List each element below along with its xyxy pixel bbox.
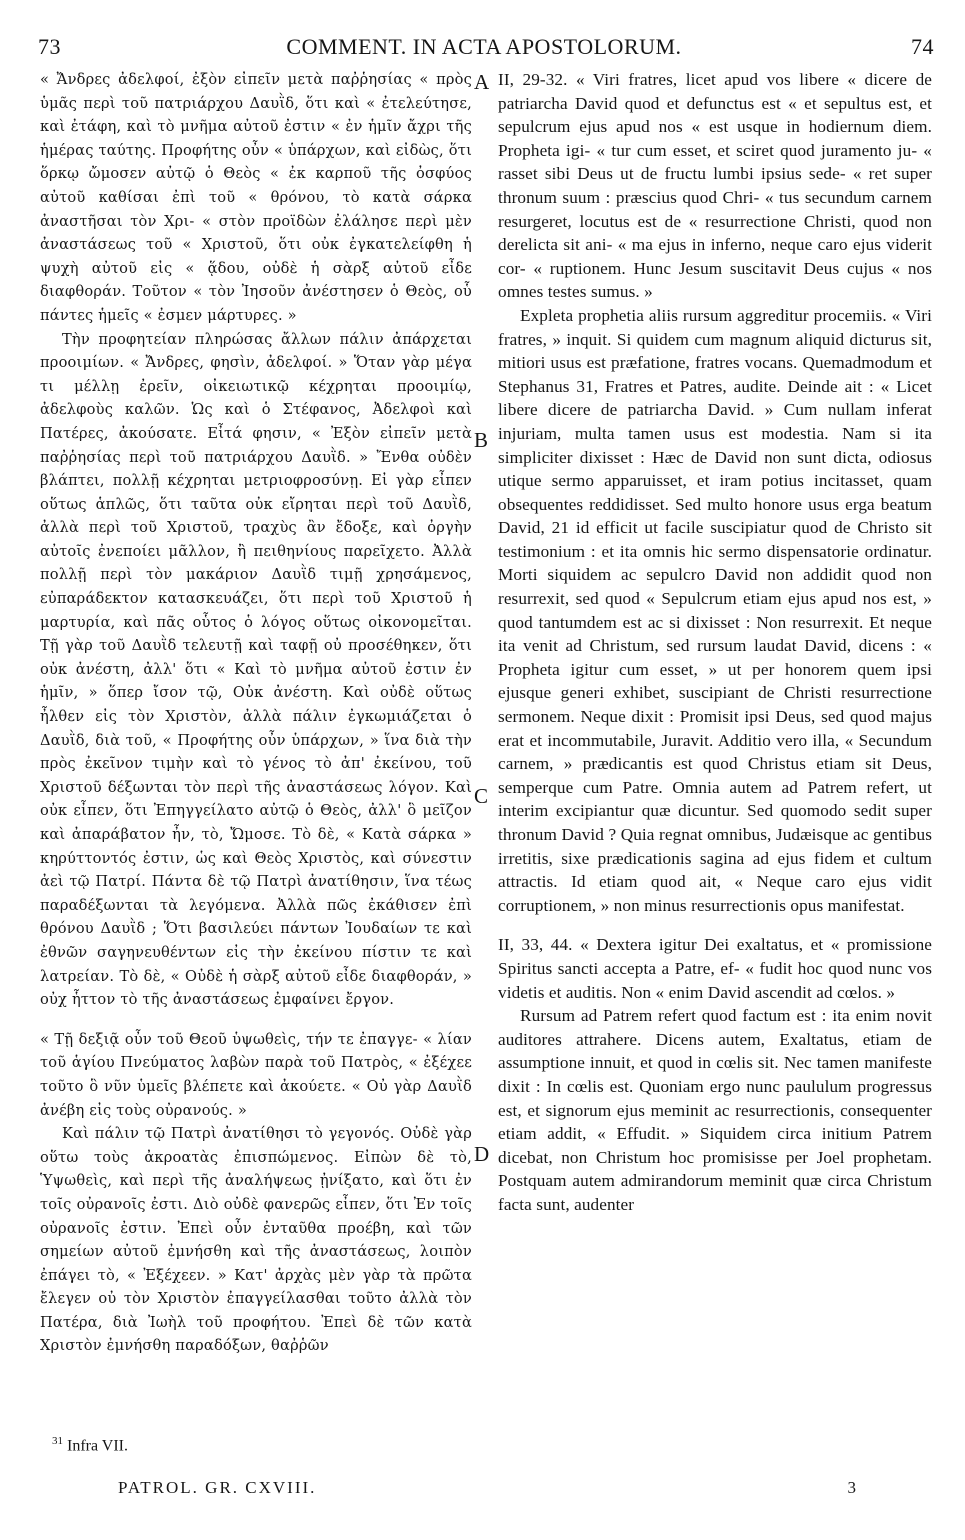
section-marker-c: C	[474, 784, 489, 808]
greek-commentary: Τὴν προφητείαν πληρώσας ἄλλων πάλιν ἀπάρχεται προοιμίων. « Ἄνδρες, φησὶν, ἀδελφοί. » Ὅταν γὰρ μέγα τι μέλλῃ ἐρεῖν, οἰκειωτικῷ κέχρηται προοιμίῳ, ἀδελφοὺς καλῶν. Ὡς καὶ ὁ Στέφανος, Ἀδελφοὶ καὶ Πατέρες, ἀκούσατε. Εἶτά φησιν, « Ἐξὸν εἰπεῖν μετὰ παῤῥησίας περὶ τοῦ πατριάρχου Δαυῒδ. » Ἔνθα οὐδὲν βλάπτει, πολλῇ κέχρηται μετριοφροσύνῃ. Εἰ γὰρ εἶπεν οὕτως ἁπλῶς, ὅτι ταῦτα οὐκ εἴρηται περὶ τοῦ Δαυῒδ, ἀλλὰ περὶ τοῦ Χριστοῦ, τραχὺς ἂν ἔδοξε, καὶ ὀργὴν αὐτοῖς ἐνεποίει μᾶλλον, ἢ πειθηνίους παρεῖχετο. Ἀλλὰ πολλῇ περὶ τὸν μακάριον Δαυῒδ τιμῇ χρησάμενος, εὐπαράδεκτον κατασκευάζει, ὅτι περὶ τοῦ Χριστοῦ ἡ μαρτυρία, καὶ πᾶς οὗτος ὁ λόγος οὕτως οἰκονομεῖται. Τῇ γὰρ τοῦ Δαυῒδ τελευτῇ καὶ ταφῇ οὐ προσέθηκεν, ὅτι οὐκ ἀνέστη, ἀλλ' ὅτι « Καὶ τὸ μνῆμα αὐτοῦ ἐστιν ἐν ἡμῖν, » ὅπερ ἴσον τῷ, Οὐκ ἀνέστη. Καὶ οὐδὲ οὕτως ἦλθεν εἰς τὸν Χριστὸν, ἀλλὰ πάλιν ἐγκωμιάζεται ὁ Δαυῒδ, διὰ τοῦ, « Προφήτης οὖν ὑπάρχων, » ἵνα διὰ τὴν πρὸς ἐκεῖνον τιμὴν καὶ τὸ γένος τὸ ἀπ' ἐκείνου, τοῦ Χριστοῦ δέξωνται τὸν περὶ τῆς ἀναστάσεως λόγον. Καὶ οὐκ εἶπεν, ὅτι Ἐπηγγείλατο αὐτῷ ὁ Θεὸς, ἀλλ' ὃ μεῖζον καὶ ἀπαράβατον ἦν, τὸ, Ὤμοσε. Τὸ δὲ, « Κατὰ σάρκα » κηρύττοντός ἐστιν, ὡς καὶ Θεὸς Χριστὸς, καὶ σύνεστιν ἀεὶ τῷ Πατρί. Πάντα δὲ τῷ Πατρὶ ἀνατίθησιν, ἵνα τέως παραδέξωνται τὰ λεγόμενα. Ἀλλὰ πῶς ἐκάθισεν ἐπὶ θρόνου Δαυῒδ ; Ὅτι βασιλεύει πάντων Ἰουδαίων τε καὶ ἐθνῶν σαγηνευθέντων εἰς τὴν ἐκείνου πίστιν τε καὶ λατρείαν. Τὸ δὲ, « Οὐδὲ ἡ σὰρξ αὐτοῦ εἶδε διαφθοράν, » οὐχ ἧττον τὸ τῆς ἀναστάσεως ἐμφαίνει ἔργον.	[40, 330, 472, 1009]
page-number-left: 73	[38, 34, 61, 59]
sheet-number: 3	[847, 1478, 858, 1497]
latin-lemma-quote: II, 29-32. « Viri fratres, licet apud vos libere « dicere de patriarcha David quod et defunctus est « et sepultus est, et sepulcrum ejus apud nos « est usque in hodiernum diem. Propheta igi- « tur cum esset, et sciret quod juramento ju- « rasset sibi Deus ut de fructu lumbi ipsius sede- « ret super thronum suum : præscius quod Chri- « tus secundum carnem resurgeret, locutus est de « resurrectione Christi, quod non derelicta sit ani- « ma ejus in inferno, neque caro ejus viderit cor- « ruptionem. Hunc Jesum suscitavit Deus cujus « nos omnes testes sumus. »	[498, 70, 932, 302]
page-number-right: 74	[911, 34, 934, 59]
section-marker-a: A	[474, 70, 490, 94]
greek-commentary: Καὶ πάλιν τῷ Πατρὶ ἀνατίθησι τὸ γεγονός. Οὐδὲ γὰρ οὕτω τοὺς ἀκροατὰς ἐπισπώμενος. Εἰπὼν δὲ τὸ, Ὑψωθεὶς, καὶ περὶ τῆς ἀναλήψεως ᾐνίξατο, καὶ ὅτι ἐν τοῖς οὐρανοῖς ἐστι. Διὸ οὐδὲ φανερῶς εἶπεν, ὅτι Ἐν τοῖς οὐρανοῖς ἐστιν. Ἐπεὶ οὖν ἐνταῦθα προέβη, καὶ τῶν σημείων αὐτοῦ ἐμνήσθη καὶ τῆς ἀναστάσεως, λοιπὸν ἐπάγει τὸ, « Ἐξέχεεν. » Κατ' ἀρχὰς μὲν γὰρ τὰ πρῶτα ἔλεγεν οὐ τὸν Χριστὸν ἐπαγγείλασθαι τοῦτο ἀλλὰ τὸν Πατέρα, διὰ Ἰωὴλ τοῦ προφήτου. Ἐπεὶ δὲ τῶν κατὰ Χριστὸν ἐμνήσθη παραδόξων, θαῤῥῶν	[40, 1125, 472, 1355]
greek-column	[40, 68, 472, 1358]
greek-lemma-quote: « Ἄνδρες ἀδελφοί, ἐξὸν εἰπεῖν μετὰ παῤῥησίας « πρὸς ὑμᾶς περὶ τοῦ πατριάρχου Δαυῒδ, ὅτι καὶ « ἐτελεύτησε, καὶ ἐτάφη, καὶ τὸ μνῆμα αὐτοῦ ἐστιν « ἐν ἡμῖν ἄχρι τῆς ἡμέρας ταύτης. Προφήτης οὖν « ὑπάρχων, καὶ εἰδὼς, ὅτι ὅρκῳ ὤμοσεν αὐτῷ ὁ Θεὸς « ἐκ καρποῦ τῆς ὀσφύος αὐτοῦ καθίσαι ἐπὶ τοῦ « θρόνου, τὸ κατὰ σάρκα ἀναστῆσαι τὸν Χρι- « στὸν προϊδὼν ἐλάλησε περὶ μὲν ἀναστάσεως τοῦ « Χριστοῦ, ὅτι οὐκ ἐγκατελείφθη ἡ ψυχὴ αὐτοῦ εἰς « ᾅδου, οὐδὲ ἡ σὰρξ αὐτοῦ εἶδε διαφθοράν. Τοῦτον « τὸν Ἰησοῦν ἀνέστησεν ὁ Θεὸς, οὗ πάντες ἡμεῖς « ἐσμεν μάρτυρες. »	[40, 71, 472, 324]
footnote	[52, 1435, 128, 1455]
running-title: COMMENT. IN ACTA APOSTOLORUM.	[286, 34, 682, 59]
footnote-text: Infra VII.	[63, 1437, 129, 1455]
page-footer	[118, 1478, 858, 1502]
series-signature: PATROL. GR. CXVIII.	[118, 1478, 317, 1497]
section-marker-d: D	[474, 1142, 490, 1166]
latin-commentary: Rursum ad Patrem refert quod factum est : ita enim novit auditores attrahere. Dicens autem, Exaltatus, etiam de assumptione innuit, et quod in cœlis sit. Nec tamen manifeste dixit : In cœlis est. Quoniam ergo nunc paululum progressus est, et signorum ejus meminit ac resurrectionis, consequenter etiam addit, « Effudit. » Siquidem circa initium Patrem dicebat, non Christum hoc promisisse per Joel prophetam. Postquam autem admirandorum meminit quæ circa Christum facta sunt, audenter	[498, 1006, 932, 1214]
section-marker-b: B	[474, 428, 489, 452]
latin-lemma-quote: II, 33, 44. « Dextera igitur Dei exaltatus, et « promissione Spiritus sancti accepta a Patre, ef- « fudit hoc quod nunc vos videtis et auditis. Non « enim David ascendit ad cœlos. »	[498, 935, 932, 1002]
latin-column	[498, 68, 932, 1217]
latin-commentary: Expleta prophetia aliis rursum aggreditur procemiis. « Viri fratres, » inquit. Si quidem cum magnum aliquid dicturus sit, mitiori usus est præfatione, fratres vocans. Quemadmodum et Stephanus 31, Fratres et Patres, audite. Deinde ait : « Licet libere dicere de patriarcha David. » Cum nullam inferat injuriam, multa tamen usus est modestia. Nam si ita simpliciter dixisset : Hæc de David non sunt dicta, odiosus utique sermo apparuisset, et iram potius incitasset, quam obsequentes reddidisset. Sed multo honore usus erga beatum David, 21 id efficit ut facile suscipiatur quod de Christo sit testimonium : et ita omnis hic sermo dispensatorie ordinatur. Morti siquidem ac sepulcro David non addidit quod non resurrexit, sed quod « Sepulcrum etiam ejus apud nos est, » quod tantumdem est ac si dixisset : Non resurrexit. Et neque ita venit ad Christum, sed rursum laudat David, dicens : « Propheta igitur cum esset, » ut per honorem quem ipsi ejusque generi exhibet, suscipiant de Christi resurrectione sermonem. Neque dixit : Promisit ipsi Deus, sed quod majus erat et incommutabile, Juravit. Additio vero illa, « Secundum carnem, » prædicantis est quod Christus etiam sit Deus, semperque cum Patre. Omnia autem ad Patrem refert, ut interim excipiantur quæ dicuntur. Sed quomodo sedit super thronum David ? Quia regnat omnibus, Judæisque ac gentibus irretitis, sixe prædicationis sagina ad ejus fidem et cultum attractis. Id etiam quod ait, « Neque caro ejus vidit corruptionem, » non minus resurrectionis opus manifestat.	[498, 305, 932, 915]
footnote-number: 31	[52, 1435, 63, 1447]
page-header	[34, 34, 934, 62]
greek-lemma-quote: « Τῇ δεξιᾷ οὖν τοῦ Θεοῦ ὑψωθεὶς, τήν τε ἐπαγγε- « λίαν τοῦ ἁγίου Πνεύματος λαβὼν παρὰ τοῦ Πατρὸς, « ἐξέχεε τοῦτο ὃ νῦν ὑμεῖς βλέπετε καὶ ἀκούετε. « Οὐ γὰρ Δαυῒδ ἀνέβη εἰς τοὺς οὐρανούς. »	[40, 1030, 472, 1119]
